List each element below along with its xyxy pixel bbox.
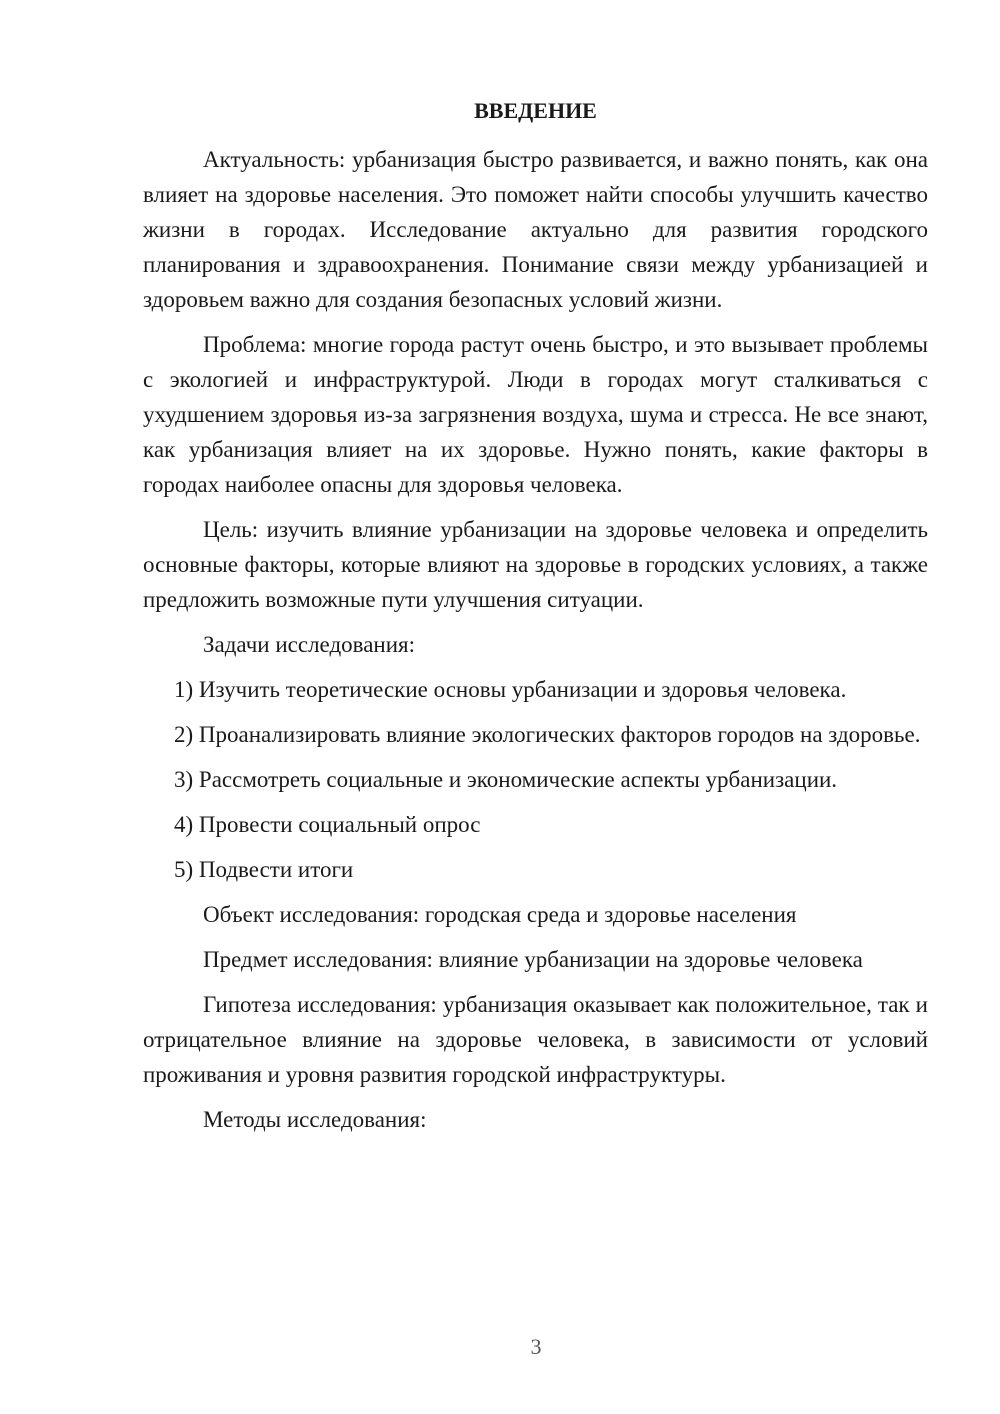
subject-paragraph: Предмет исследования: влияние урбанизации на здоровье человека bbox=[203, 947, 863, 972]
document-page bbox=[143, 96, 928, 1147]
page-title: ВВЕДЕНИЕ bbox=[474, 98, 597, 123]
methods-heading: Методы исследования: bbox=[203, 1107, 427, 1132]
task-item-5: 5) Подвести итоги bbox=[174, 857, 354, 882]
task-item-4: 4) Провести социальный опрос bbox=[174, 812, 481, 837]
task-item-1: 1) Изучить теоретические основы урбанизации и здоровья человека. bbox=[174, 677, 847, 702]
object-paragraph: Объект исследования: городская среда и здоровье населения bbox=[203, 902, 797, 927]
hypothesis-paragraph: Гипотеза исследования: урбанизация оказывает как положительное, так и отрицательное влияние на здоровье человека, в зависимости от условий проживания и уровня развития городской инфраструктуры. bbox=[143, 992, 928, 1087]
tasks-heading: Задачи исследования: bbox=[203, 632, 416, 657]
page-number: 3 bbox=[530, 1334, 542, 1359]
problem-paragraph: Проблема: многие города растут очень быстро, и это вызывает проблемы с экологией и инфраструктурой. Люди в городах могут сталкиваться с ухудшением здоровья из-за загрязнения воздуха, шума и стресса. Не все знают, как урбанизация влияет на их здоровье. Нужно понять, какие факторы в городах наиболее опасны для здоровья человека. bbox=[143, 332, 928, 497]
relevance-paragraph: Актуальность: урбанизация быстро развивается, и важно понять, как она влияет на здоровье населения. Это поможет найти способы улучшить качество жизни в городах. Исследование актуально для развития городского планирования и здравоохранения. Понимание связи между урбанизацией и здоровьем важно для создания безопасных условий жизни. bbox=[143, 147, 928, 312]
task-item-2: 2) Проанализировать влияние экологических факторов городов на здоровье. bbox=[174, 722, 921, 747]
task-item-3: 3) Рассмотреть социальные и экономические аспекты урбанизации. bbox=[174, 767, 838, 792]
goal-paragraph: Цель: изучить влияние урбанизации на здоровье человека и определить основные факторы, которые влияют на здоровье в городских условиях, а также предложить возможные пути улучшения ситуации. bbox=[143, 517, 928, 612]
